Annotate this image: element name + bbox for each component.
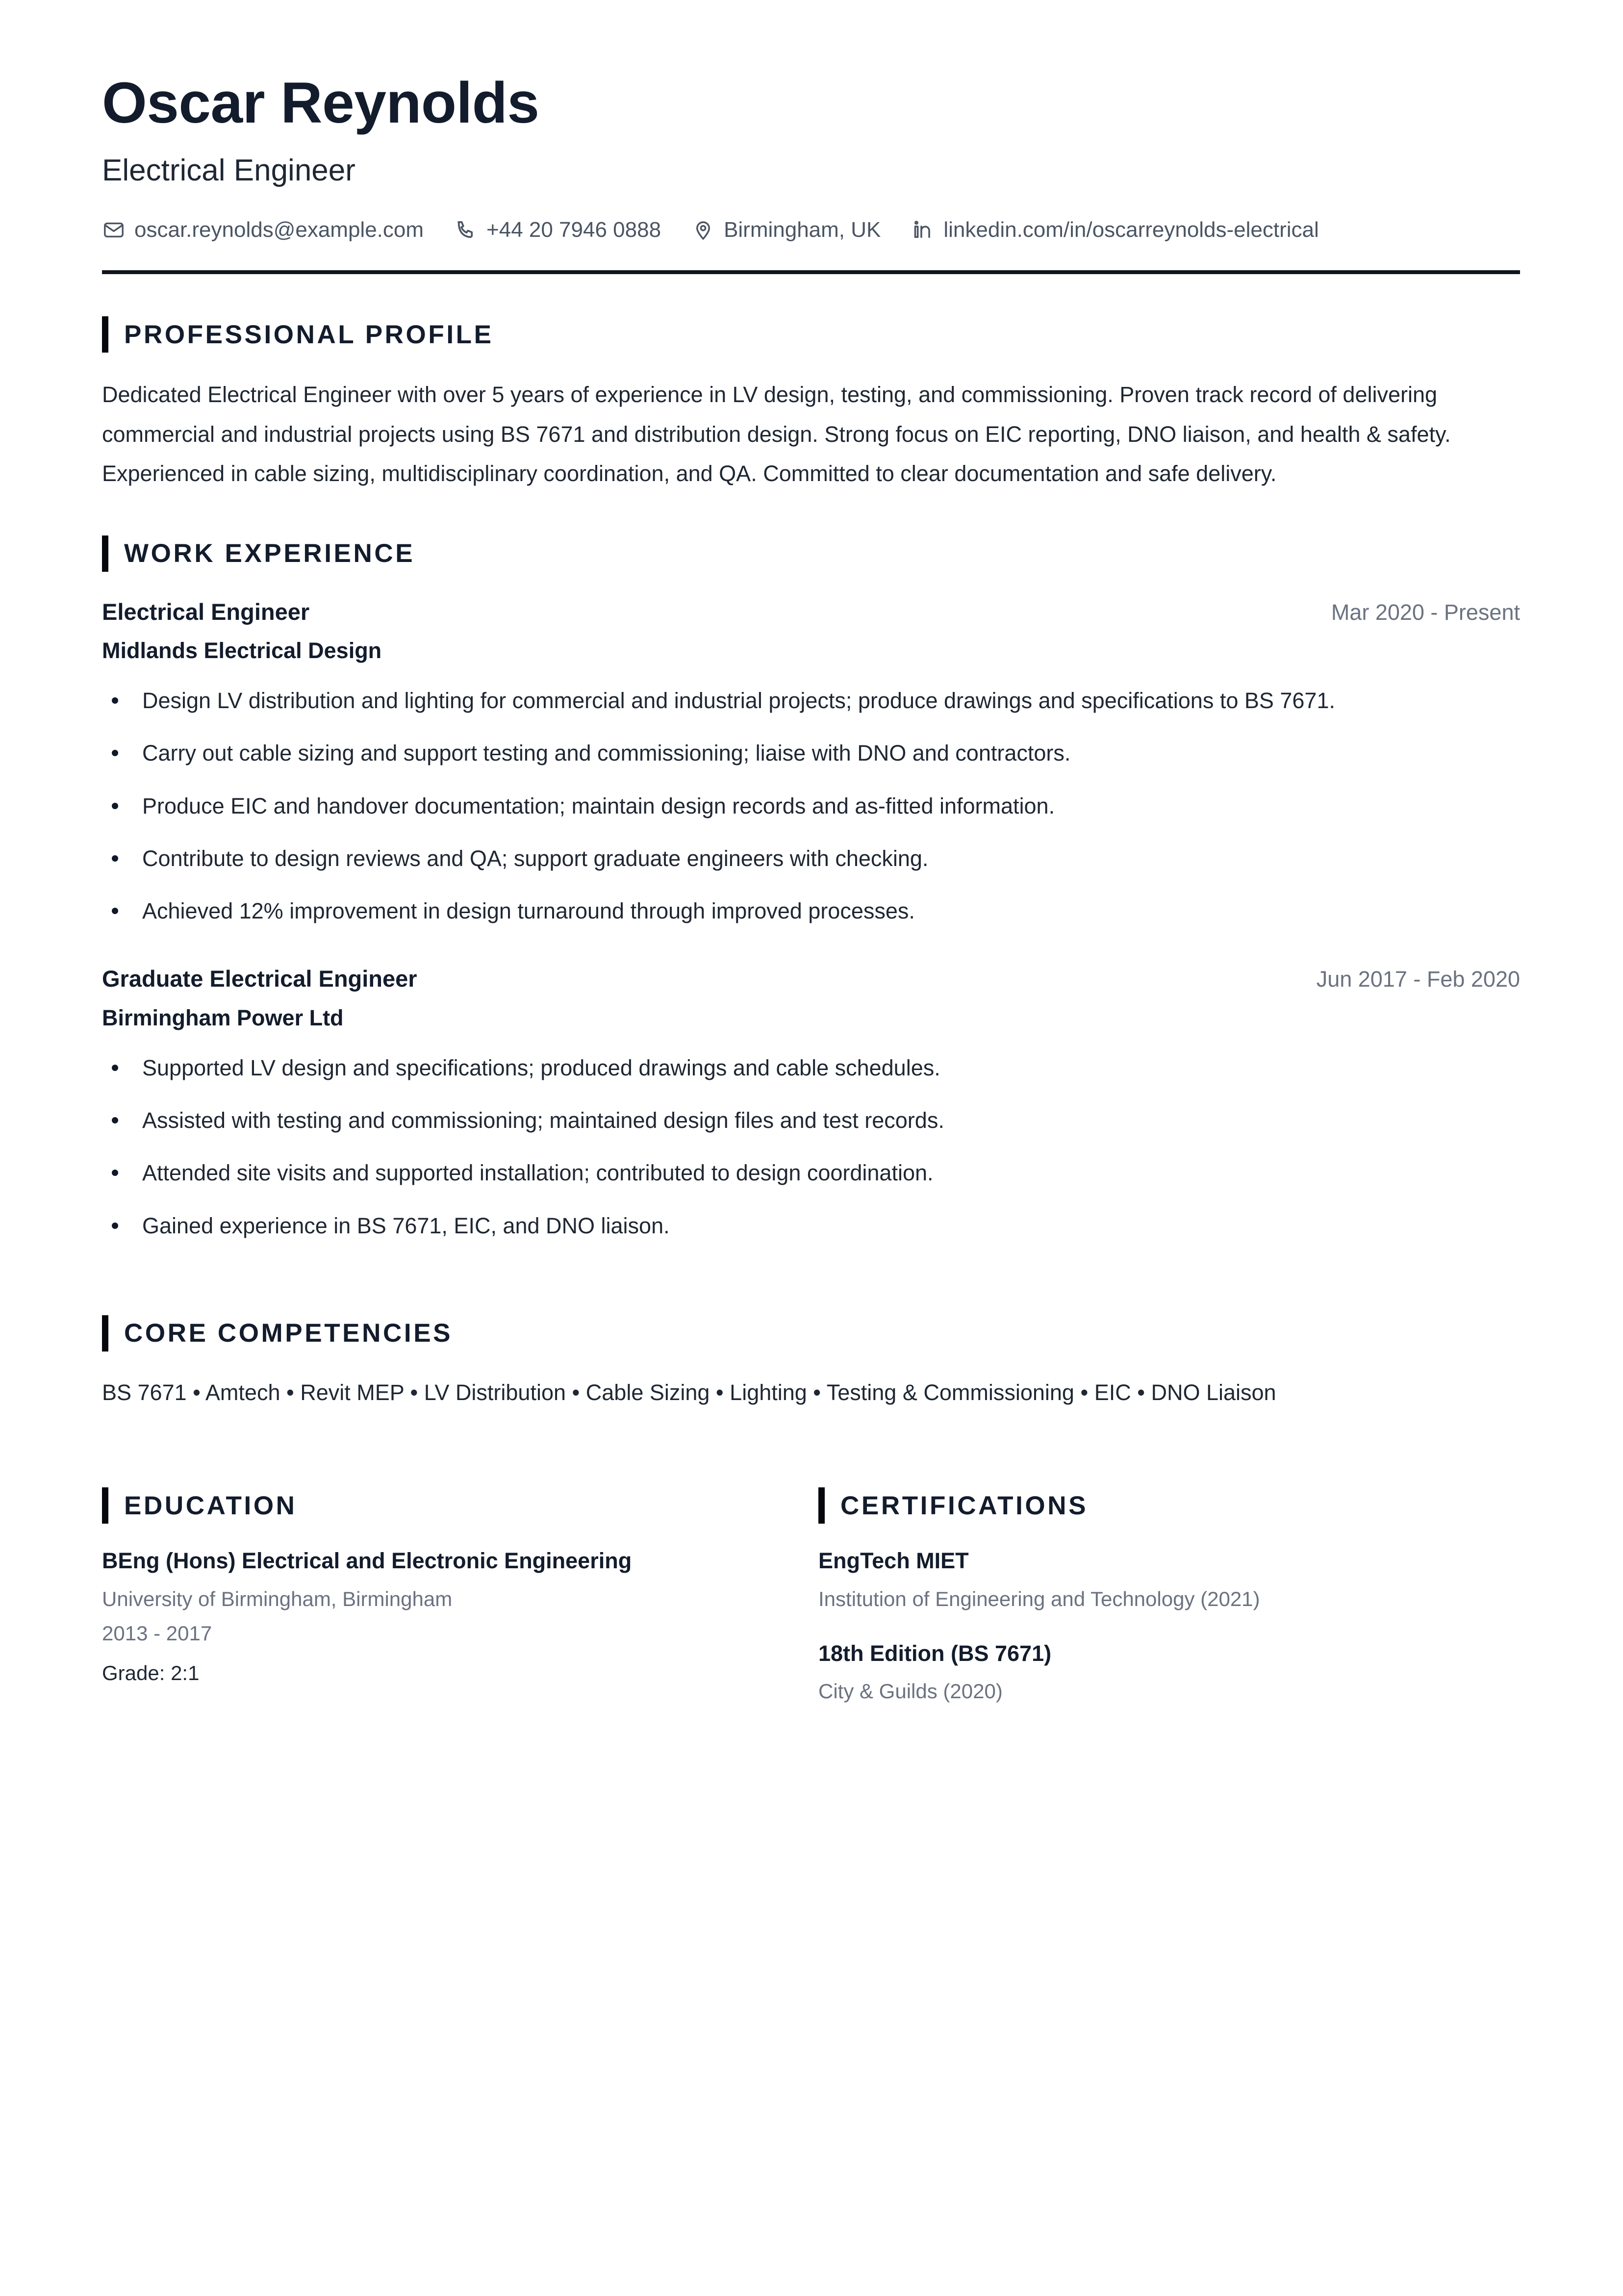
experience-dates: Mar 2020 - Present <box>1331 599 1520 625</box>
linkedin-icon <box>911 218 935 242</box>
section-title-education: EDUCATION <box>124 1491 297 1520</box>
section-accent-bar <box>818 1487 825 1524</box>
list-item: Assisted with testing and commissioning; maintained design files and test records. <box>102 1104 1520 1136</box>
section-title-certifications: CERTIFICATIONS <box>840 1491 1089 1520</box>
header-divider <box>102 270 1520 274</box>
experience-role: Electrical Engineer <box>102 598 310 625</box>
contact-linkedin[interactable] <box>911 218 1319 242</box>
contact-linkedin-text: linkedin.com/in/oscarreynolds-electrical <box>943 218 1319 242</box>
certification-name: 18th Edition (BS 7671) <box>818 1641 1052 1666</box>
certification-issuer: Institution of Engineering and Technology (2021) <box>818 1587 1260 1610</box>
list-item: Attended site visits and supported installation; contributed to design coordination. <box>102 1157 1520 1189</box>
profile-summary-text: Dedicated Electrical Engineer with over 5 years of experience in LV design, testing, and commissioning. Proven track record of delivering commercial and industrial projects using BS 7671 and distribution design. Strong focus on EIC reporting, DNO liaison, and health & safety. Experienced in cable sizing, multidisciplinary coordination, and QA. Committed to clear documentation and safe delivery. <box>102 382 1451 486</box>
section-header <box>102 1487 811 1524</box>
section-title-competencies: CORE COMPETENCIES <box>124 1319 453 1348</box>
list-item: Carry out cable sizing and support testing and commissioning; liaise with DNO and contractors. <box>102 737 1520 769</box>
resume-content <box>102 0 1520 1705</box>
experience-entry-header <box>102 598 1520 626</box>
list-item: Contribute to design reviews and QA; support graduate engineers with checking. <box>102 842 1520 874</box>
education-grade: Grade: 2:1 <box>102 1661 200 1684</box>
section-header <box>102 536 1520 572</box>
candidate-job-title: Electrical Engineer <box>102 153 355 188</box>
experience-company: Midlands Electrical Design <box>102 638 382 663</box>
section-header <box>102 316 1520 353</box>
section-accent-bar <box>102 1487 108 1524</box>
experience-entry <box>102 965 1520 1241</box>
resume-header <box>102 0 1520 274</box>
location-pin-icon <box>691 218 715 242</box>
section-work-experience <box>102 536 1520 1242</box>
experience-bullets <box>102 1052 1520 1242</box>
contact-location-text: Birmingham, UK <box>724 218 881 242</box>
education-dates: 2013 - 2017 <box>102 1622 212 1645</box>
list-item: Supported LV design and specifications; produced drawings and cable schedules. <box>102 1052 1520 1084</box>
section-education <box>102 1487 811 1705</box>
candidate-name: Oscar Reynolds <box>102 71 539 135</box>
contact-phone-text: +44 20 7946 0888 <box>486 218 661 242</box>
section-title-experience: WORK EXPERIENCE <box>124 539 415 568</box>
certification-name: EngTech MIET <box>818 1548 969 1574</box>
section-accent-bar <box>102 1315 108 1352</box>
contact-row <box>102 218 1520 242</box>
education-entry <box>102 1547 811 1686</box>
experience-bullets <box>102 685 1520 927</box>
competencies-list: BS 7671 • Amtech • Revit MEP • LV Distribution • Cable Sizing • Lighting • Testing & Commissioning • EIC • DNO Liaison <box>102 1379 1276 1405</box>
certification-entry <box>818 1640 1520 1705</box>
contact-phone[interactable] <box>454 218 661 242</box>
contact-email-text: oscar.reynolds@example.com <box>134 218 424 242</box>
list-item: Gained experience in BS 7671, EIC, and DNO liaison. <box>102 1210 1520 1242</box>
experience-company: Birmingham Power Ltd <box>102 1005 344 1030</box>
education-institution: University of Birmingham, Birmingham <box>102 1587 453 1610</box>
list-item: Achieved 12% improvement in design turnaround through improved processes. <box>102 895 1520 927</box>
section-header <box>818 1487 1520 1524</box>
section-accent-bar <box>102 316 108 353</box>
envelope-icon <box>102 218 126 242</box>
contact-email[interactable] <box>102 218 424 242</box>
experience-entry-header <box>102 965 1520 993</box>
section-accent-bar <box>102 536 108 572</box>
certification-issuer: City & Guilds (2020) <box>818 1680 1003 1703</box>
section-core-competencies <box>102 1315 1520 1409</box>
list-item: Design LV distribution and lighting for commercial and industrial projects; produce drawings and specifications to BS 7671. <box>102 685 1520 716</box>
section-header <box>102 1315 1520 1352</box>
phone-icon <box>454 218 478 242</box>
section-certifications <box>811 1487 1520 1705</box>
section-title-profile: PROFESSIONAL PROFILE <box>124 320 494 349</box>
education-degree: BEng (Hons) Electrical and Electronic Engineering <box>102 1548 632 1574</box>
experience-dates: Jun 2017 - Feb 2020 <box>1316 967 1520 992</box>
experience-role: Graduate Electrical Engineer <box>102 966 417 992</box>
list-item: Produce EIC and handover documentation; maintain design records and as-fitted information. <box>102 790 1520 822</box>
education-certifications-row <box>102 1487 1520 1705</box>
experience-entry <box>102 598 1520 927</box>
section-professional-profile <box>102 316 1520 493</box>
contact-location <box>691 218 881 242</box>
certification-entry <box>818 1547 1520 1612</box>
